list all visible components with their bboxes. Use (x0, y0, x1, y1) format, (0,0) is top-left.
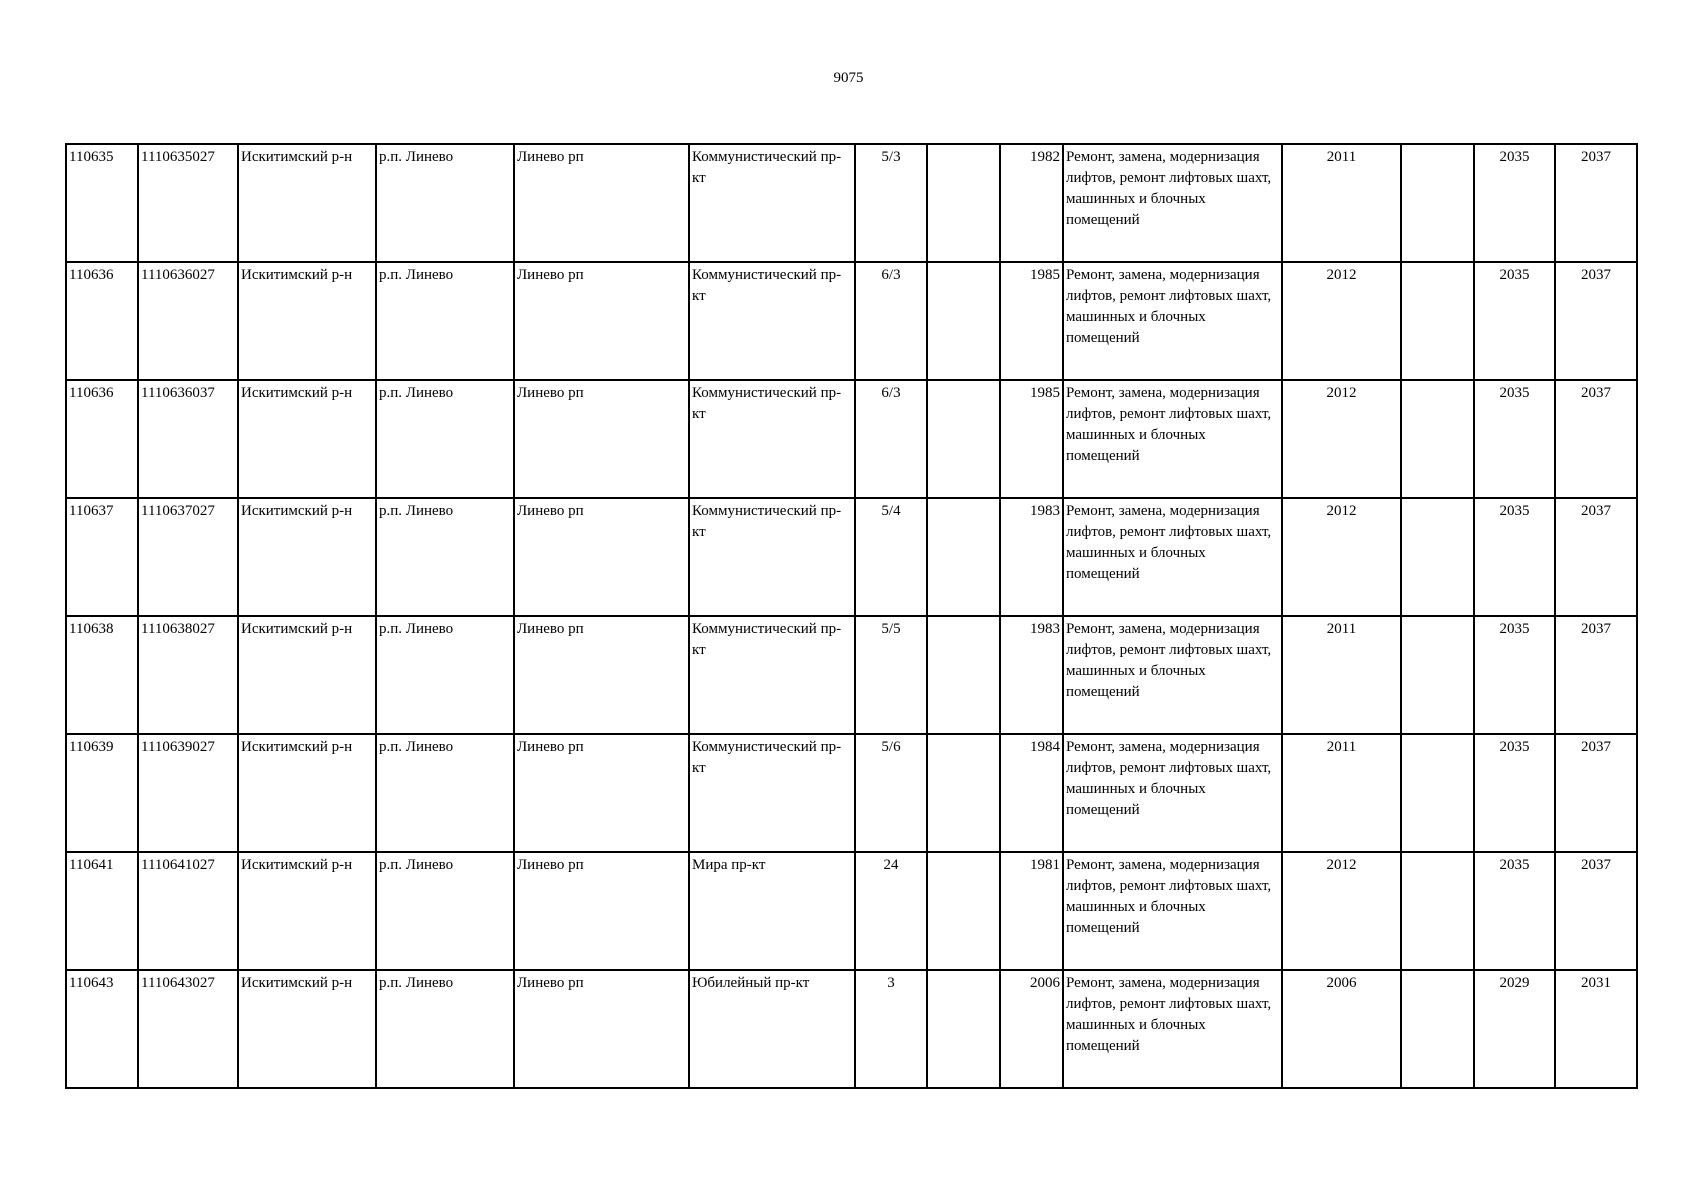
district-cell: Искитимский р-н (238, 970, 376, 1088)
plan-end-year-cell: 2037 (1555, 734, 1637, 852)
object-code-cell: 1110641027 (138, 852, 238, 970)
settlement-cell: р.п. Линево (376, 616, 514, 734)
work-type-cell: Ремонт, замена, модернизация лифтов, ремонт лифтовых шахт, машинных и блочных помещений (1063, 144, 1282, 262)
table-row (66, 734, 1637, 852)
plan-end-year-cell: 2037 (1555, 616, 1637, 734)
plan-start-year-cell: 2035 (1474, 616, 1555, 734)
table-row (66, 380, 1637, 498)
street-cell: Мира пр-кт (689, 852, 855, 970)
built-year-cell: 1983 (1000, 498, 1063, 616)
locality-cell: Линево рп (514, 734, 689, 852)
plan-end-year-cell: 2037 (1555, 498, 1637, 616)
work-type-cell: Ремонт, замена, модернизация лифтов, ремонт лифтовых шахт, машинных и блочных помещений (1063, 970, 1282, 1088)
table-row (66, 616, 1637, 734)
settlement-cell: р.п. Линево (376, 498, 514, 616)
house-number-cell: 24 (855, 852, 927, 970)
built-year-cell: 2006 (1000, 970, 1063, 1088)
object-code-cell: 1110643027 (138, 970, 238, 1088)
settlement-cell: р.п. Линево (376, 380, 514, 498)
locality-cell: Линево рп (514, 262, 689, 380)
empty-cell (927, 144, 1000, 262)
house-number-cell: 6/3 (855, 262, 927, 380)
table-row (66, 498, 1637, 616)
plan-start-year-cell: 2035 (1474, 734, 1555, 852)
object-code-cell: 1110636037 (138, 380, 238, 498)
work-type-cell: Ремонт, замена, модернизация лифтов, ремонт лифтовых шахт, машинных и блочных помещений (1063, 852, 1282, 970)
district-cell: Искитимский р-н (238, 734, 376, 852)
built-year-cell: 1985 (1000, 380, 1063, 498)
object-code-cell: 1110635027 (138, 144, 238, 262)
settlement-cell: р.п. Линево (376, 144, 514, 262)
built-year-cell: 1981 (1000, 852, 1063, 970)
built-year-cell: 1984 (1000, 734, 1063, 852)
last-repair-year-cell: 2011 (1282, 144, 1401, 262)
settlement-cell: р.п. Линево (376, 734, 514, 852)
house-number-cell: 3 (855, 970, 927, 1088)
house-number-cell: 5/5 (855, 616, 927, 734)
registry-table (65, 143, 1638, 1089)
empty-cell (927, 970, 1000, 1088)
object-id-cell: 110639 (66, 734, 138, 852)
table-row (66, 262, 1637, 380)
built-year-cell: 1985 (1000, 262, 1063, 380)
table-row (66, 144, 1637, 262)
last-repair-year-cell: 2012 (1282, 498, 1401, 616)
object-id-cell: 110635 (66, 144, 138, 262)
object-code-cell: 1110639027 (138, 734, 238, 852)
empty-cell (1401, 970, 1474, 1088)
street-cell: Коммунистический пр-кт (689, 734, 855, 852)
object-id-cell: 110643 (66, 970, 138, 1088)
settlement-cell: р.п. Линево (376, 970, 514, 1088)
work-type-cell: Ремонт, замена, модернизация лифтов, ремонт лифтовых шахт, машинных и блочных помещений (1063, 262, 1282, 380)
table-row (66, 970, 1637, 1088)
empty-cell (927, 616, 1000, 734)
house-number-cell: 5/6 (855, 734, 927, 852)
empty-cell (1401, 262, 1474, 380)
object-code-cell: 1110636027 (138, 262, 238, 380)
empty-cell (1401, 144, 1474, 262)
plan-start-year-cell: 2035 (1474, 498, 1555, 616)
built-year-cell: 1982 (1000, 144, 1063, 262)
built-year-cell: 1983 (1000, 616, 1063, 734)
work-type-cell: Ремонт, замена, модернизация лифтов, ремонт лифтовых шахт, машинных и блочных помещений (1063, 498, 1282, 616)
locality-cell: Линево рп (514, 144, 689, 262)
work-type-cell: Ремонт, замена, модернизация лифтов, ремонт лифтовых шахт, машинных и блочных помещений (1063, 380, 1282, 498)
object-id-cell: 110638 (66, 616, 138, 734)
settlement-cell: р.п. Линево (376, 852, 514, 970)
last-repair-year-cell: 2006 (1282, 970, 1401, 1088)
locality-cell: Линево рп (514, 616, 689, 734)
object-code-cell: 1110637027 (138, 498, 238, 616)
work-type-cell: Ремонт, замена, модернизация лифтов, ремонт лифтовых шахт, машинных и блочных помещений (1063, 616, 1282, 734)
plan-start-year-cell: 2035 (1474, 852, 1555, 970)
empty-cell (927, 262, 1000, 380)
last-repair-year-cell: 2011 (1282, 616, 1401, 734)
district-cell: Искитимский р-н (238, 852, 376, 970)
plan-end-year-cell: 2031 (1555, 970, 1637, 1088)
empty-cell (1401, 734, 1474, 852)
empty-cell (927, 852, 1000, 970)
registry-table-body (66, 144, 1637, 1088)
last-repair-year-cell: 2012 (1282, 852, 1401, 970)
street-cell: Коммунистический пр-кт (689, 144, 855, 262)
locality-cell: Линево рп (514, 970, 689, 1088)
locality-cell: Линево рп (514, 380, 689, 498)
object-id-cell: 110641 (66, 852, 138, 970)
empty-cell (927, 498, 1000, 616)
page-number: 9075 (833, 70, 864, 86)
empty-cell (1401, 498, 1474, 616)
empty-cell (1401, 852, 1474, 970)
district-cell: Искитимский р-н (238, 144, 376, 262)
table-row (66, 852, 1637, 970)
settlement-cell: р.п. Линево (376, 262, 514, 380)
object-code-cell: 1110638027 (138, 616, 238, 734)
plan-end-year-cell: 2037 (1555, 144, 1637, 262)
district-cell: Искитимский р-н (238, 498, 376, 616)
house-number-cell: 5/3 (855, 144, 927, 262)
last-repair-year-cell: 2012 (1282, 380, 1401, 498)
plan-start-year-cell: 2035 (1474, 144, 1555, 262)
locality-cell: Линево рп (514, 498, 689, 616)
district-cell: Искитимский р-н (238, 262, 376, 380)
street-cell: Коммунистический пр-кт (689, 262, 855, 380)
house-number-cell: 6/3 (855, 380, 927, 498)
house-number-cell: 5/4 (855, 498, 927, 616)
object-id-cell: 110636 (66, 262, 138, 380)
work-type-cell: Ремонт, замена, модернизация лифтов, ремонт лифтовых шахт, машинных и блочных помещений (1063, 734, 1282, 852)
last-repair-year-cell: 2011 (1282, 734, 1401, 852)
street-cell: Коммунистический пр-кт (689, 380, 855, 498)
empty-cell (927, 734, 1000, 852)
plan-end-year-cell: 2037 (1555, 262, 1637, 380)
empty-cell (927, 380, 1000, 498)
district-cell: Искитимский р-н (238, 616, 376, 734)
district-cell: Искитимский р-н (238, 380, 376, 498)
last-repair-year-cell: 2012 (1282, 262, 1401, 380)
street-cell: Коммунистический пр-кт (689, 616, 855, 734)
empty-cell (1401, 380, 1474, 498)
plan-start-year-cell: 2035 (1474, 380, 1555, 498)
plan-start-year-cell: 2029 (1474, 970, 1555, 1088)
locality-cell: Линево рп (514, 852, 689, 970)
empty-cell (1401, 616, 1474, 734)
object-id-cell: 110636 (66, 380, 138, 498)
object-id-cell: 110637 (66, 498, 138, 616)
street-cell: Юбилейный пр-кт (689, 970, 855, 1088)
plan-end-year-cell: 2037 (1555, 380, 1637, 498)
plan-start-year-cell: 2035 (1474, 262, 1555, 380)
street-cell: Коммунистический пр-кт (689, 498, 855, 616)
plan-end-year-cell: 2037 (1555, 852, 1637, 970)
